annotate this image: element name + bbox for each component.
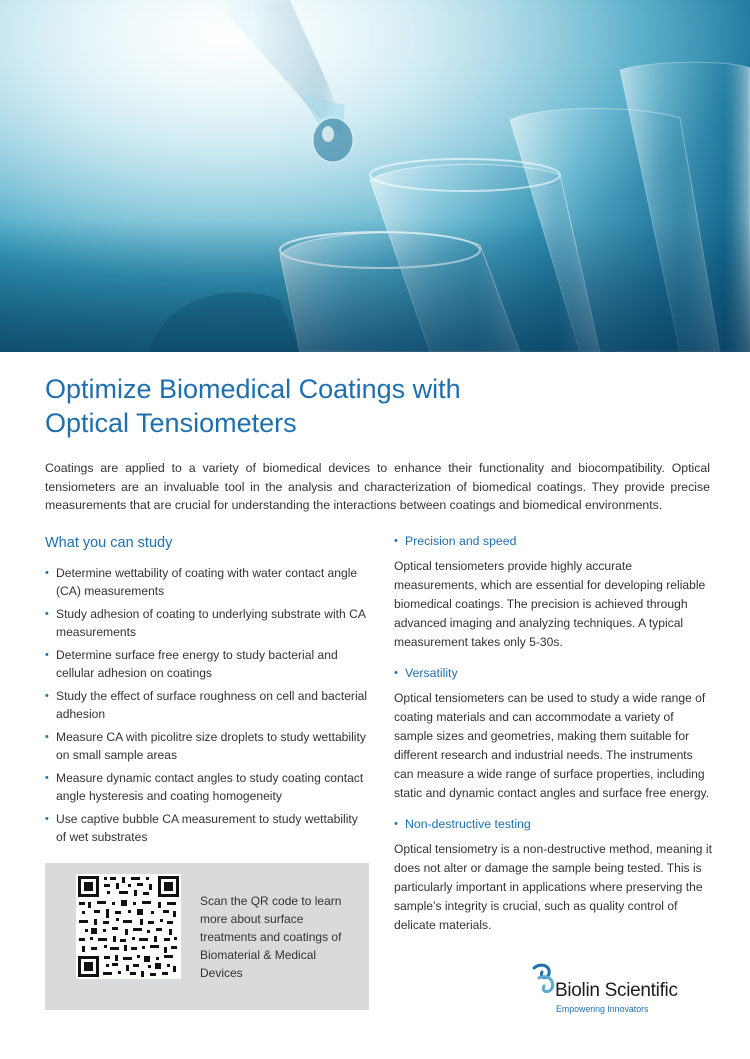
logo-tagline: Empowering Innovators xyxy=(556,1004,649,1014)
features-section xyxy=(394,532,714,947)
feature-non-destructive xyxy=(394,815,714,935)
feature-precision xyxy=(394,532,714,652)
page-title xyxy=(45,372,461,440)
study-item: • Study the effect of surface roughness on cell and bacterial adhesion xyxy=(45,687,370,723)
hero-image xyxy=(0,0,750,352)
feature-title: • Non-destructive testing xyxy=(394,815,714,833)
qr-code[interactable] xyxy=(76,874,181,979)
title-line-2: Optical Tensiometers xyxy=(45,408,297,438)
feature-title: • Versatility xyxy=(394,664,714,682)
study-item: • Measure dynamic contact angles to study coating contact angle hysteresis and coating homogeneity xyxy=(45,769,370,805)
qr-code-graphic xyxy=(76,874,181,979)
study-item: • Study adhesion of coating to underlying substrate with CA measurements xyxy=(45,605,370,641)
biolin-logo-icon xyxy=(531,962,557,998)
study-item: • Determine surface free energy to study bacterial and cellular adhesion on coatings xyxy=(45,646,370,682)
feature-title: • Precision and speed xyxy=(394,532,714,550)
study-section xyxy=(45,532,370,851)
qr-panel xyxy=(45,863,369,1010)
qr-caption: Scan the QR code to learn more about surface treatments and coatings of Biomaterial & Medical Devices xyxy=(200,894,342,980)
feature-body: Optical tensiometers can be used to study a wide range of coating materials and can accommodate a variety of sample sizes and geometries, making them suitable for different research and industrial needs. The instruments can measure a wide range of surface properties, including static and dynamic contact angles and surface free energy. xyxy=(394,691,710,800)
intro-paragraph: Coatings are applied to a variety of biomedical devices to enhance their functionality and biocompatibility. Optical tensiometers are an invaluable tool in the analysis and characterization of biomedical coatings. They provide precise measurements that are crucial for understanding the interactions between coatings and biomedical environments. xyxy=(45,461,710,512)
logo-name: Biolin Scientific xyxy=(555,980,678,1001)
study-item: • Determine wettability of coating with water contact angle (CA) measurements xyxy=(45,564,370,600)
study-list xyxy=(45,564,370,846)
biolin-logo xyxy=(531,962,711,1022)
study-item: • Use captive bubble CA measurement to study wettability of wet substrates xyxy=(45,810,370,846)
feature-body: Optical tensiometers provide highly accurate measurements, which are essential for developing reliable biomedical coatings. The precision is achieved through advanced imaging and analyzing techniques. A typical measurement takes only 5-30s. xyxy=(394,559,706,649)
title-line-1: Optimize Biomedical Coatings with xyxy=(45,374,461,404)
feature-versatility xyxy=(394,664,714,803)
study-heading: What you can study xyxy=(45,535,173,551)
lab-glassware-illustration xyxy=(0,0,750,352)
feature-body: Optical tensiometry is a non-destructive method, meaning it does not alter or damage the sample being tested. This is particularly important in applications where preserving the sample’s integrity is crucial, such as quality control of delicate materials. xyxy=(394,842,712,932)
study-item: • Measure CA with picolitre size droplets to study wettability on small sample areas xyxy=(45,728,370,764)
